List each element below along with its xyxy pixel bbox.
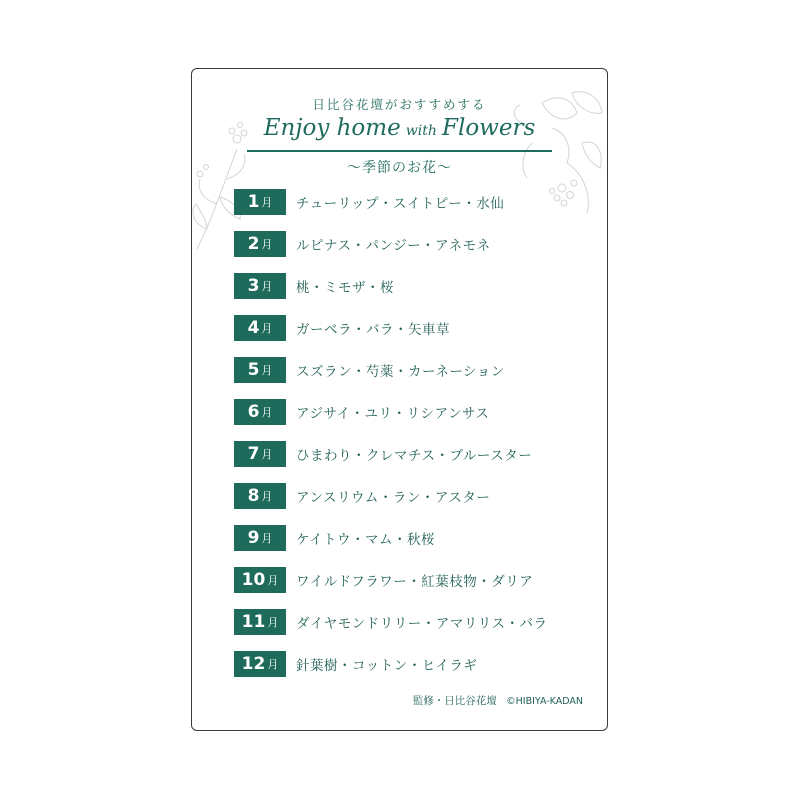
month-unit: 月	[267, 616, 279, 629]
month-number: 7	[247, 444, 260, 464]
month-row-8	[234, 483, 490, 509]
month-badge	[234, 609, 286, 635]
month-flowers: ダイヤモンドリリー・アマリリス・バラ	[296, 616, 548, 632]
month-row-5	[234, 357, 505, 383]
month-unit: 月	[261, 448, 273, 461]
flower-calendar-card	[191, 68, 608, 731]
month-row-4	[234, 315, 450, 341]
season-heading: 〜季節のお花〜	[347, 160, 452, 176]
month-badge	[234, 357, 286, 383]
month-row-7	[234, 441, 532, 467]
month-badge	[234, 567, 286, 593]
copyright-text: ©HIBIYA-KADAN	[506, 696, 583, 707]
title-divider	[247, 150, 552, 152]
month-flowers: ケイトウ・マム・秋桜	[296, 532, 436, 548]
footer-credit	[413, 693, 583, 708]
month-number: 10	[241, 570, 266, 590]
month-unit: 月	[261, 364, 273, 377]
month-row-1	[234, 189, 504, 215]
month-number: 5	[247, 360, 260, 380]
month-unit: 月	[261, 406, 273, 419]
month-row-3	[234, 273, 394, 299]
month-number: 8	[247, 486, 260, 506]
title-with: with	[405, 123, 437, 139]
month-badge	[234, 441, 286, 467]
month-badge	[234, 315, 286, 341]
month-unit: 月	[267, 574, 279, 587]
month-number: 6	[247, 402, 260, 422]
month-flowers: ワイルドフラワー・紅葉枝物・ダリア	[296, 574, 534, 590]
month-row-9	[234, 525, 435, 551]
month-badge	[234, 483, 286, 509]
month-unit: 月	[261, 490, 273, 503]
month-flowers: スズラン・芍薬・カーネーション	[296, 364, 505, 380]
month-number: 3	[247, 276, 260, 296]
month-number: 4	[247, 318, 260, 338]
month-flowers: ルピナス・パンジー・アネモネ	[296, 238, 491, 254]
month-unit: 月	[261, 196, 273, 209]
month-row-10	[234, 567, 533, 593]
month-flowers: 桃・ミモザ・桜	[296, 280, 394, 296]
month-flowers: アジサイ・ユリ・リシアンサス	[296, 406, 490, 422]
month-badge	[234, 399, 286, 425]
page-title	[192, 115, 607, 141]
month-number: 12	[241, 654, 266, 674]
month-flowers: 針葉樹・コットン・ヒイラギ	[296, 658, 478, 674]
month-badge	[234, 525, 286, 551]
title-part1: Enjoy home	[263, 115, 401, 141]
month-number: 9	[247, 528, 260, 548]
month-unit: 月	[261, 322, 273, 335]
month-badge	[234, 273, 286, 299]
month-row-2	[234, 231, 491, 257]
month-flowers: チューリップ・スイトピー・水仙	[296, 196, 505, 212]
month-unit: 月	[261, 280, 273, 293]
month-row-6	[234, 399, 489, 425]
month-badge	[234, 651, 286, 677]
month-badge	[234, 231, 286, 257]
month-badge	[234, 189, 286, 215]
supervision-text: 監修・日比谷花壇	[412, 695, 497, 707]
month-unit: 月	[261, 238, 273, 251]
month-flowers: ガーベラ・バラ・矢車草	[296, 322, 450, 338]
title-part2: Flowers	[442, 115, 536, 141]
month-unit: 月	[267, 658, 279, 671]
month-unit: 月	[261, 532, 273, 545]
month-number: 1	[247, 192, 260, 212]
month-row-12	[234, 651, 477, 677]
header-subtitle: 日比谷花壇がおすすめする	[312, 97, 487, 112]
month-flowers: ひまわり・クレマチス・ブルースター	[296, 448, 533, 464]
month-number: 2	[247, 234, 260, 254]
month-number: 11	[241, 612, 266, 632]
month-flowers: アンスリウム・ラン・アスター	[296, 490, 491, 506]
month-row-11	[234, 609, 547, 635]
